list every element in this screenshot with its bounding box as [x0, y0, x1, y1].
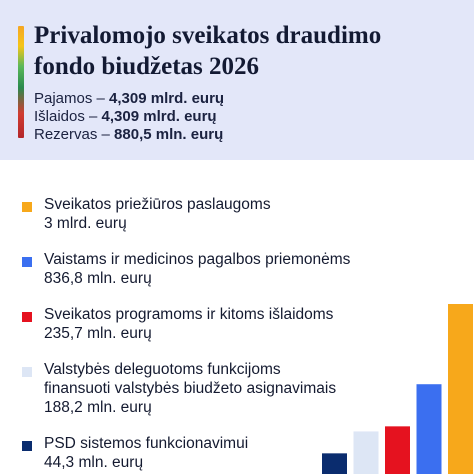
legend-swatch-navy: [22, 441, 32, 451]
legend-swatch-blue: [22, 257, 32, 267]
legend-label: Valstybės deleguotoms funkcijoms: [44, 361, 281, 378]
expense-label: Išlaidos –: [34, 108, 102, 125]
header-panel: [0, 0, 474, 160]
reserve-label: Rezervas –: [34, 126, 115, 143]
legend-swatch-yellow: [22, 202, 32, 212]
legend-value: 235,7 mln. eurų: [44, 325, 152, 342]
bar-healthcare-services: [448, 304, 473, 474]
legend-item-medicines: [22, 250, 422, 288]
legend-label-cont: finansuoti valstybės biudžeto asignavimais: [44, 380, 337, 397]
legend-item-healthcare-services: [22, 195, 422, 233]
page-title: [34, 20, 464, 82]
legend-item-psd-system: [22, 434, 422, 472]
legend-swatch-light-blue: [22, 367, 32, 377]
reserve-value: 880,5 mln. eurų: [114, 126, 224, 143]
title-line-1: Privalomojo sveikatos draudimo: [34, 22, 382, 49]
title-line-2: fondo biudžetas 2026: [34, 53, 260, 80]
legend-value: 3 mlrd. eurų: [44, 215, 127, 232]
legend-item-health-programs: [22, 305, 422, 343]
legend-item-delegated-functions: [22, 360, 422, 417]
budget-summary: [34, 90, 224, 144]
accent-bar: [18, 26, 24, 138]
legend-value: 188,2 mln. eurų: [44, 399, 152, 416]
legend-label: PSD sistemos funkcionavimui: [44, 435, 249, 452]
income-label: Pajamos –: [34, 90, 110, 107]
legend-label: Sveikatos programoms ir kitoms išlaidoms: [44, 306, 334, 323]
legend-swatch-red: [22, 312, 32, 322]
legend-value: 44,3 mln. eurų: [44, 454, 144, 471]
legend-label: Sveikatos priežiūros paslaugoms: [44, 196, 271, 213]
expense-value: 4,309 mlrd. eurų: [101, 108, 217, 125]
legend-value: 836,8 mln. eurų: [44, 270, 152, 287]
chart-legend: [22, 195, 422, 472]
income-stat: [34, 90, 224, 108]
expense-stat: [34, 108, 224, 126]
reserve-stat: [34, 126, 224, 144]
legend-label: Vaistams ir medicinos pagalbos priemonėms: [44, 251, 351, 268]
income-value: 4,309 mlrd. eurų: [109, 90, 225, 107]
